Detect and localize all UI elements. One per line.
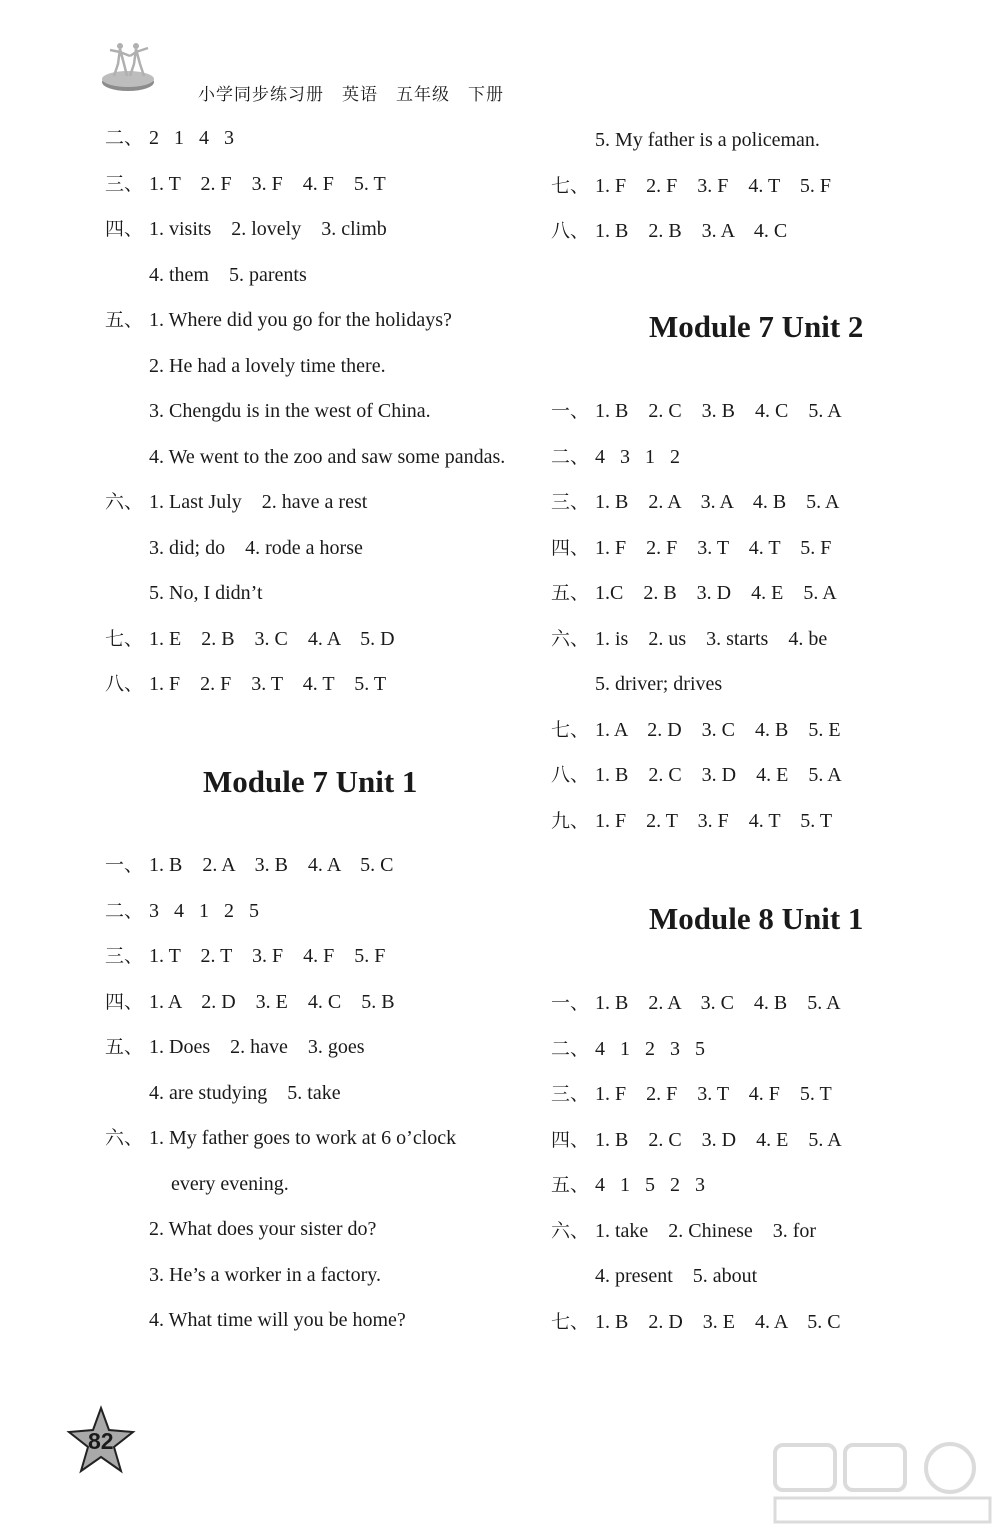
answer-line [105, 1035, 365, 1059]
page-header [100, 38, 620, 108]
answer-text: 1. B 2. C 3. D 4. E 5. A [595, 1128, 842, 1151]
answer-line [105, 536, 363, 560]
answer-text: 1. visits 2. lovely 3. climb [149, 218, 387, 240]
question-marker: 五、 [551, 582, 590, 604]
answer-text: 3. did; do 4. rode a horse [149, 536, 363, 559]
answer-line [551, 991, 841, 1015]
answer-line [105, 172, 386, 196]
module-heading: Module 8 Unit 1 [649, 901, 864, 936]
question-marker: 四、 [551, 1128, 590, 1151]
answer-line [551, 445, 680, 469]
answer-text: 5. My father is a policeman. [595, 129, 820, 151]
answer-text: 1. My father goes to work at 6 o’clock [149, 1127, 457, 1149]
answer-text: 2. What does your sister do? [149, 1218, 377, 1240]
answer-line [551, 1128, 842, 1152]
answer-line [105, 990, 395, 1014]
question-marker: 六、 [105, 491, 144, 513]
answer-text: 5. No, I didn’t [149, 582, 263, 604]
answer-line [105, 399, 431, 423]
question-marker: 九、 [551, 809, 590, 832]
question-marker: 六、 [551, 1219, 590, 1242]
answer-text: 1. F 2. F 3. T 4. F 5. T [595, 1083, 832, 1105]
answer-text: 3 4 1 2 5 [149, 899, 259, 922]
answer-text: 1. B 2. A 3. C 4. B 5. A [595, 992, 841, 1014]
answer-text: 1. B 2. C 3. D 4. E 5. A [595, 764, 842, 786]
answer-text: 3. Chengdu is in the west of China. [149, 400, 431, 422]
answer-line [551, 809, 832, 833]
question-marker: 八、 [105, 673, 144, 695]
question-marker: 四、 [551, 536, 590, 559]
answer-text: 1. F 2. F 3. T 4. T 5. F [595, 536, 832, 559]
answer-line [105, 672, 386, 696]
answer-line [105, 627, 395, 651]
question-marker: 三、 [551, 491, 590, 513]
answer-line [551, 718, 841, 742]
answer-line [105, 1081, 341, 1105]
question-marker: 七、 [551, 174, 590, 197]
answer-text: 4. are studying 5. take [149, 1081, 341, 1104]
question-marker: 六、 [551, 627, 590, 650]
answer-line [105, 1126, 456, 1150]
answer-line [105, 899, 259, 923]
question-marker: 三、 [105, 172, 144, 195]
question-marker: 六、 [105, 1127, 144, 1149]
answer-text: 1. Last July 2. have a rest [149, 491, 368, 513]
answer-text: 1. B 2. B 3. A 4. C [595, 220, 788, 242]
answer-text: 4 1 2 3 5 [595, 1037, 705, 1060]
answer-line [105, 354, 386, 378]
answer-text: 3. He’s a worker in a factory. [149, 1263, 381, 1286]
answer-text: 2. He had a lovely time there. [149, 354, 386, 377]
answer-line [551, 672, 722, 696]
answer-line [105, 1217, 376, 1241]
answer-line [105, 1172, 289, 1196]
answer-text: 1.C 2. B 3. D 4. E 5. A [595, 582, 837, 604]
answer-line [551, 128, 820, 152]
module-heading: Module 7 Unit 2 [649, 309, 864, 344]
answer-text: 1. T 2. T 3. F 4. F 5. F [149, 945, 386, 967]
answer-line [551, 536, 831, 560]
answer-text: 1. Where did you go for the holidays? [149, 309, 452, 331]
answer-line [551, 763, 842, 787]
answer-line [551, 219, 787, 243]
answer-text: 1. Does 2. have 3. goes [149, 1036, 365, 1058]
answer-line [105, 263, 307, 287]
answer-text: 4. We went to the zoo and saw some pandas. [149, 445, 506, 468]
answer-line [105, 445, 505, 469]
question-marker: 七、 [551, 718, 590, 741]
answer-line [551, 1219, 816, 1243]
answer-line [105, 944, 385, 968]
answer-text: 1. A 2. D 3. C 4. B 5. E [595, 718, 841, 741]
answer-line [105, 217, 387, 241]
watermark-logo [770, 1440, 995, 1525]
module-heading: Module 7 Unit 1 [203, 764, 418, 799]
question-marker: 七、 [551, 1310, 590, 1333]
question-marker: 四、 [105, 990, 144, 1013]
question-marker: 二、 [105, 127, 144, 149]
answer-text: 1. F 2. F 3. F 4. T 5. F [595, 174, 831, 197]
dancers-logo-icon [100, 38, 160, 98]
answer-text: 5. driver; drives [595, 673, 723, 695]
answer-text: 1. B 2. C 3. B 4. C 5. A [595, 400, 842, 422]
answer-line [551, 1264, 757, 1288]
answer-text: 1. A 2. D 3. E 4. C 5. B [149, 990, 395, 1013]
answer-line [105, 308, 452, 332]
answer-line [105, 490, 367, 514]
question-marker: 五、 [551, 1174, 590, 1196]
question-marker: 五、 [105, 309, 144, 331]
question-marker: 一、 [551, 400, 590, 422]
answer-text: 1. B 2. A 3. B 4. A 5. C [149, 854, 394, 876]
answer-line [105, 853, 394, 877]
answer-text: 4 1 5 2 3 [595, 1174, 705, 1196]
question-marker: 八、 [551, 764, 590, 786]
answer-text: 1. is 2. us 3. starts 4. be [595, 627, 828, 650]
answer-text: 4. What time will you be home? [149, 1309, 406, 1331]
question-marker: 八、 [551, 220, 590, 242]
answer-text: 1. B 2. D 3. E 4. A 5. C [595, 1310, 841, 1333]
question-marker: 三、 [105, 945, 144, 967]
answer-line [551, 174, 831, 198]
answer-line [551, 399, 842, 423]
book-title: 小学同步练习册 英语 五年级 下册 [198, 85, 504, 105]
question-marker: 七、 [105, 627, 144, 650]
question-marker: 五、 [105, 1036, 144, 1058]
question-marker: 一、 [551, 992, 590, 1014]
answer-text: 4 3 1 2 [595, 445, 680, 468]
answer-text: 1. take 2. Chinese 3. for [595, 1219, 817, 1242]
answer-text: 1. B 2. A 3. A 4. B 5. A [595, 491, 840, 513]
answer-line [551, 627, 827, 651]
answer-line [105, 126, 234, 150]
question-marker: 三、 [551, 1083, 590, 1105]
answer-text: 1. E 2. B 3. C 4. A 5. D [149, 627, 395, 650]
question-marker: 二、 [105, 899, 144, 922]
question-marker: 四、 [105, 218, 144, 240]
answer-line [551, 581, 837, 605]
answer-text: 4. them 5. parents [149, 263, 307, 286]
answer-line [105, 581, 263, 605]
page-number: 82 [88, 1428, 114, 1454]
answer-line [551, 1082, 832, 1106]
question-marker: 二、 [551, 445, 590, 468]
answer-text: every evening. [171, 1172, 289, 1195]
answer-line [551, 1037, 705, 1061]
question-marker: 一、 [105, 854, 144, 876]
answer-line [551, 490, 840, 514]
answer-text: 1. T 2. F 3. F 4. F 5. T [149, 172, 386, 195]
answer-line [551, 1310, 841, 1334]
answer-text: 1. F 2. T 3. F 4. T 5. T [595, 809, 833, 832]
answer-text: 2 1 4 3 [149, 127, 234, 149]
answer-text: 1. F 2. F 3. T 4. T 5. T [149, 673, 387, 695]
answer-line [105, 1308, 406, 1332]
question-marker: 二、 [551, 1037, 590, 1060]
answer-line [551, 1173, 705, 1197]
answer-text: 4. present 5. about [595, 1265, 758, 1287]
answer-line [105, 1263, 381, 1287]
